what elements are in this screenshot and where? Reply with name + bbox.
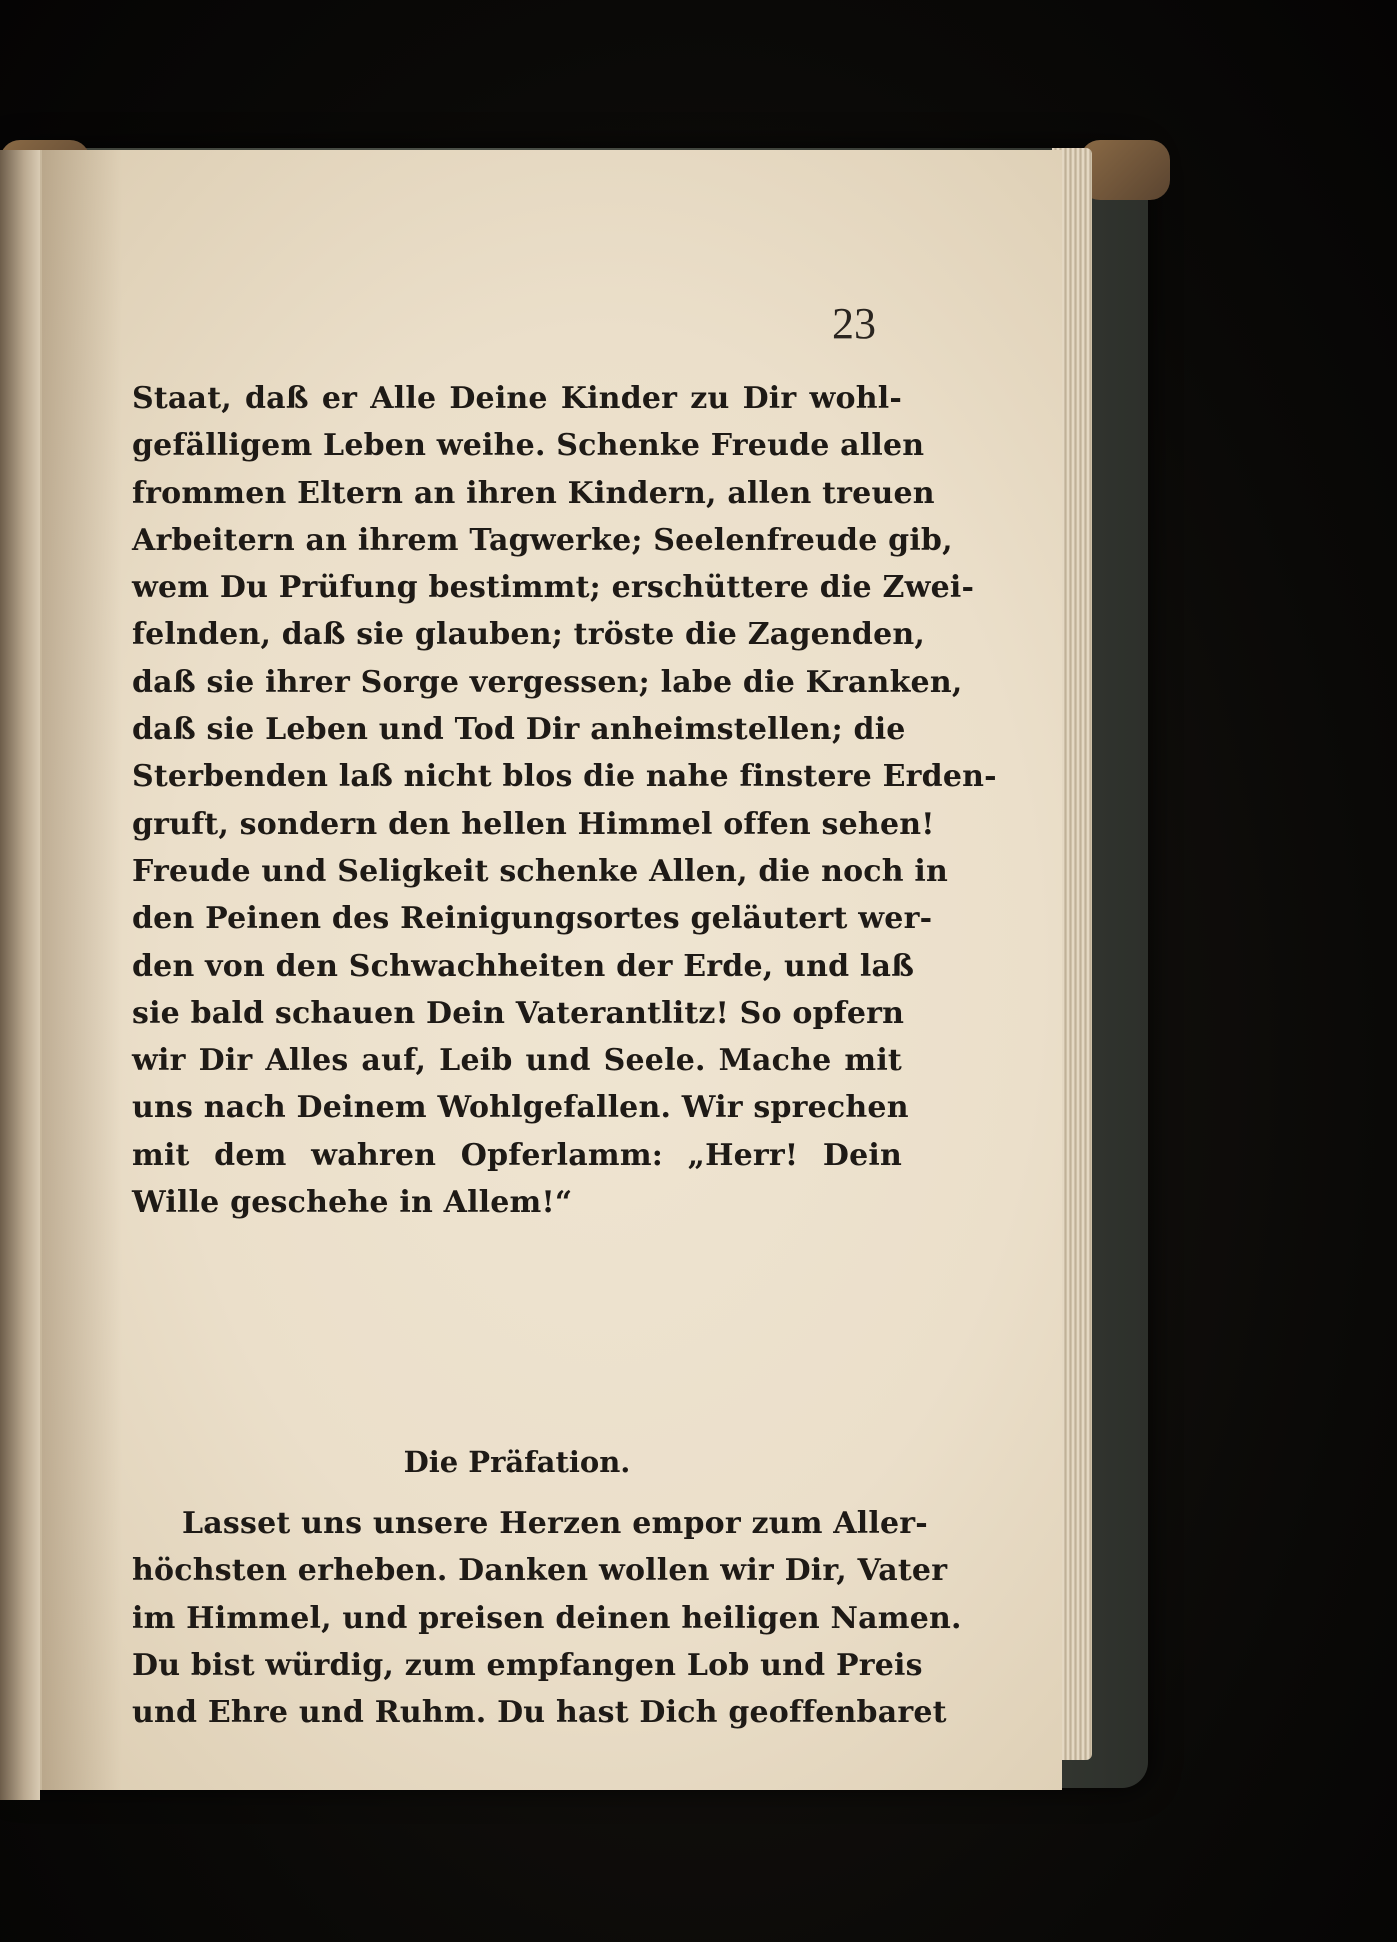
left-page-edge (0, 150, 40, 1800)
paragraph-1 (132, 375, 997, 1226)
book-page (40, 150, 1062, 1790)
text-line: Lasset uns unsere Herzen empor zum Aller- (182, 1506, 928, 1541)
cover-corner-top-right (1080, 140, 1170, 200)
text-line: gruft, sondern den hellen Himmel offen sehen! (132, 806, 935, 842)
text-line: im Himmel, und preisen deinen heiligen Namen. (132, 1600, 962, 1636)
text-line: sie bald schauen Dein Vaterantlitz! So opfern (132, 995, 905, 1031)
text-line: den Peinen des Reinigungsortes geläutert wer- (132, 901, 933, 937)
text-line: und Ehre und Ruhm. Du hast Dich geoffenbaret (132, 1695, 947, 1731)
text-line: Freude und Seligkeit schenke Allen, die noch in (132, 853, 949, 889)
text-line: höchsten erheben. Danken wollen wir Dir, Vater (132, 1553, 948, 1589)
paragraph-2 (132, 1500, 962, 1736)
text-line: wir Dir Alles auf, Leib und Seele. Mache mit (132, 1043, 902, 1079)
text-line: Arbeitern an ihrem Tagwerke; Seelenfreude gib, (132, 522, 953, 558)
text-line: felnden, daß sie glauben; tröste die Zagenden, (132, 617, 926, 653)
text-line: frommen Eltern an ihren Kindern, allen treuen (132, 475, 935, 511)
text-line: daß sie Leben und Tod Dir anheimstellen; die (132, 712, 906, 748)
text-line: Du bist würdig, zum empfangen Lob und Preis (132, 1647, 923, 1683)
text-line: uns nach Deinem Wohlgefallen. Wir sprechen (132, 1090, 909, 1126)
text-line: Staat, daß er Alle Deine Kinder zu Dir wohl- (132, 381, 902, 416)
text-line: daß sie ihrer Sorge vergessen; labe die Kranken, (132, 664, 963, 700)
text-line: mit dem wahren Opferlamm: „Herr! Dein (132, 1137, 902, 1173)
section-heading: Die Präfation. (403, 1445, 631, 1479)
text-line: Wille geschehe in Allem!“ (132, 1185, 573, 1221)
text-line: den von den Schwachheiten der Erde, und laß (132, 948, 915, 984)
text-line: Sterbenden laß nicht blos die nahe finstere Erden- (132, 759, 997, 795)
text-line: gefälligem Leben weihe. Schenke Freude allen (132, 428, 925, 464)
text-line: wem Du Prüfung bestimmt; erschüttere die Zwei- (132, 570, 975, 606)
page-number: 23 (832, 299, 876, 348)
